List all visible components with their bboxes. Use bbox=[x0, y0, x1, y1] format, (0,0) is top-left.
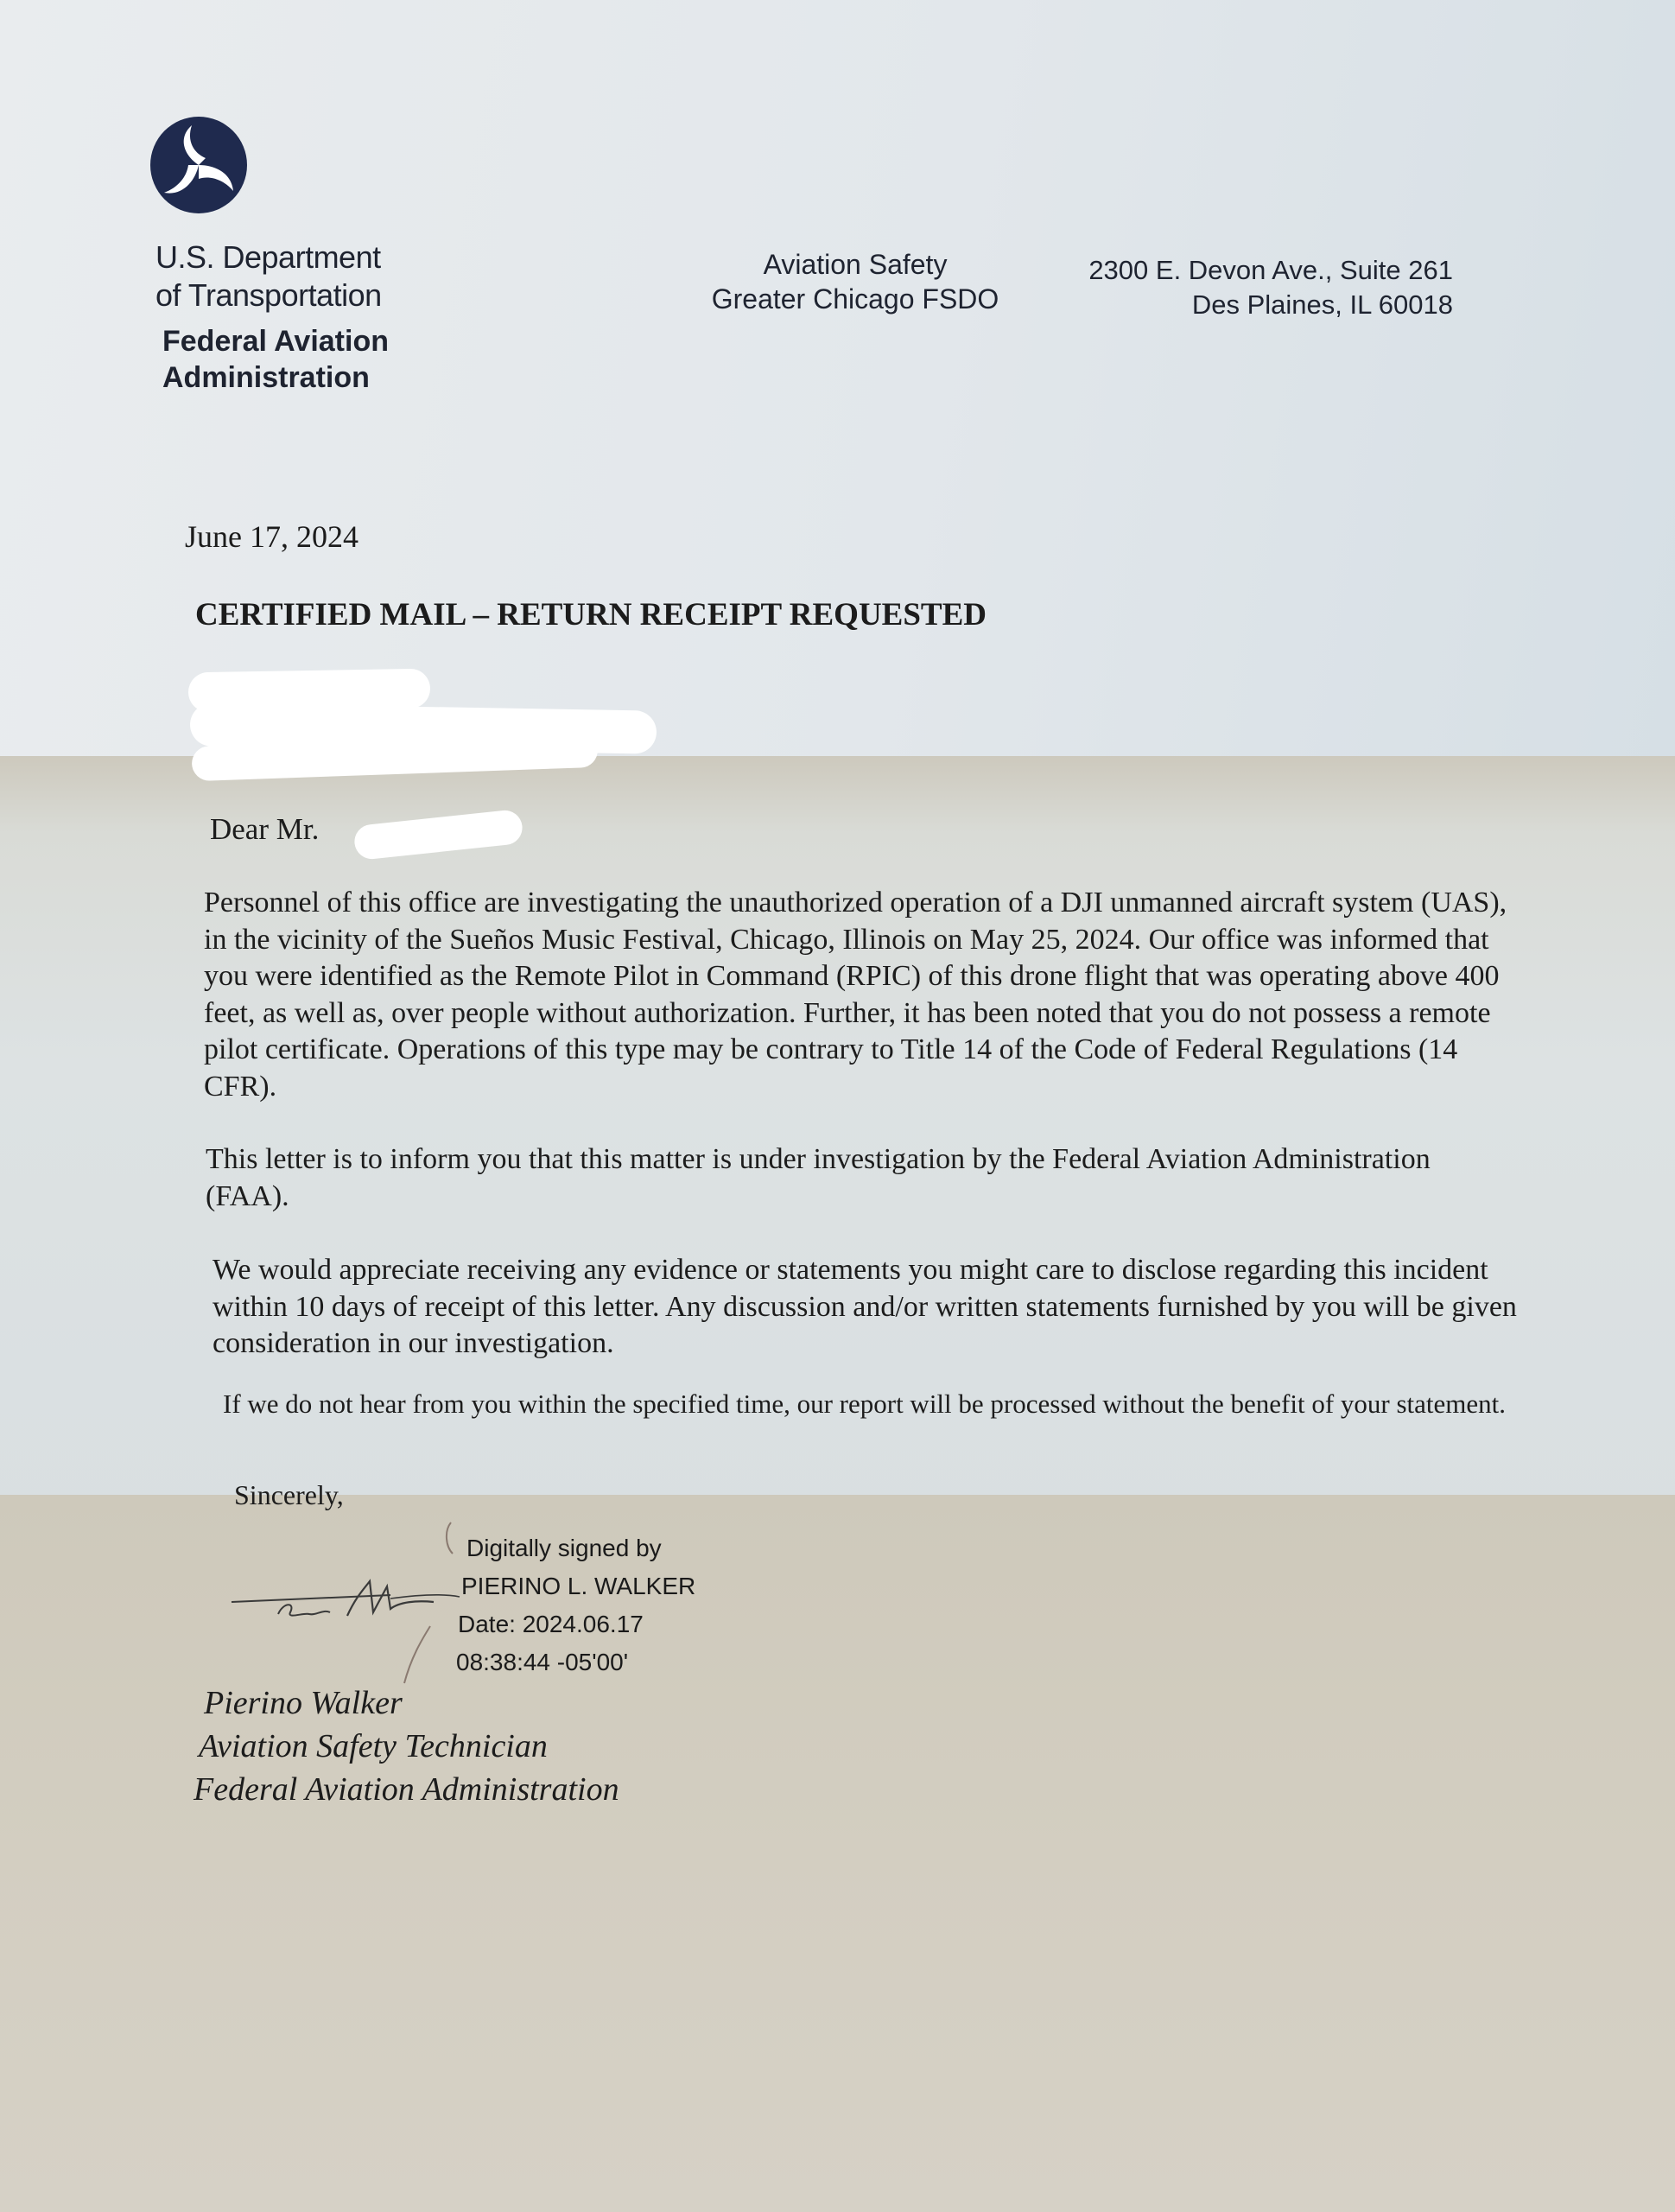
signatory-block bbox=[194, 1681, 619, 1811]
body-paragraph-1: Personnel of this office are investigating the unauthorized operation of a DJI unmanned aircraft system (UAS), in the vicinity of the Sueños Music Festival, Chicago, Illinois on May 25, 2024. Our office was informed that you were identified as the Remote Pilot in Command (RPIC) of this drone flight that was operating above 400 feet, as well as, over people without authorization. Further, it has been noted that you do not possess a remote pilot certificate. Operations of this type may be contrary to Title 14 of the Code of Federal Regulations (14 CFR). bbox=[204, 887, 1507, 1103]
digital-signature-date: Date: 2024.06.17 bbox=[458, 1611, 644, 1637]
signatory-title: Aviation Safety Technician bbox=[199, 1728, 548, 1764]
salutation: Dear Mr. bbox=[210, 812, 320, 846]
handwritten-signature bbox=[226, 1519, 468, 1692]
office-name: Aviation Safety Greater Chicago FSDO bbox=[711, 249, 999, 315]
department-name: U.S. Department of Transportation bbox=[155, 239, 382, 313]
body-paragraph-2: This letter is to inform you that this matter is under investigation by the Federal Aviation Administration (FAA). bbox=[206, 1143, 1431, 1212]
digital-signature-time: 08:38:44 -05'00' bbox=[456, 1649, 629, 1675]
body-paragraph-4: If we do not hear from you within the specified time, our report will be processed without the benefit of your statement. bbox=[223, 1389, 1507, 1419]
office-address: 2300 E. Devon Ave., Suite 261 Des Plaines, IL 60018 bbox=[1088, 255, 1453, 320]
letter-date: June 17, 2024 bbox=[185, 519, 358, 554]
digital-signature-block bbox=[458, 1529, 695, 1681]
digital-signature-signer: PIERINO L. WALKER bbox=[461, 1573, 696, 1599]
body-paragraph-3: We would appreciate receiving any evidence or statements you might care to disclose regarding this incident within 10 days of receipt of this letter. Any discussion and/or written statements furnished by you will be given consideration in our investigation. bbox=[213, 1254, 1517, 1359]
signatory-organization: Federal Aviation Administration bbox=[194, 1771, 619, 1808]
agency-name: Federal Aviation Administration bbox=[162, 325, 389, 394]
dot-tri-wave-logo-icon bbox=[149, 115, 249, 215]
certified-mail-notice: CERTIFIED MAIL – RETURN RECEIPT REQUESTED bbox=[195, 597, 987, 632]
closing: Sincerely, bbox=[234, 1479, 344, 1510]
signatory-name: Pierino Walker bbox=[204, 1685, 403, 1721]
digital-signature-line: Digitally signed by bbox=[466, 1535, 662, 1561]
